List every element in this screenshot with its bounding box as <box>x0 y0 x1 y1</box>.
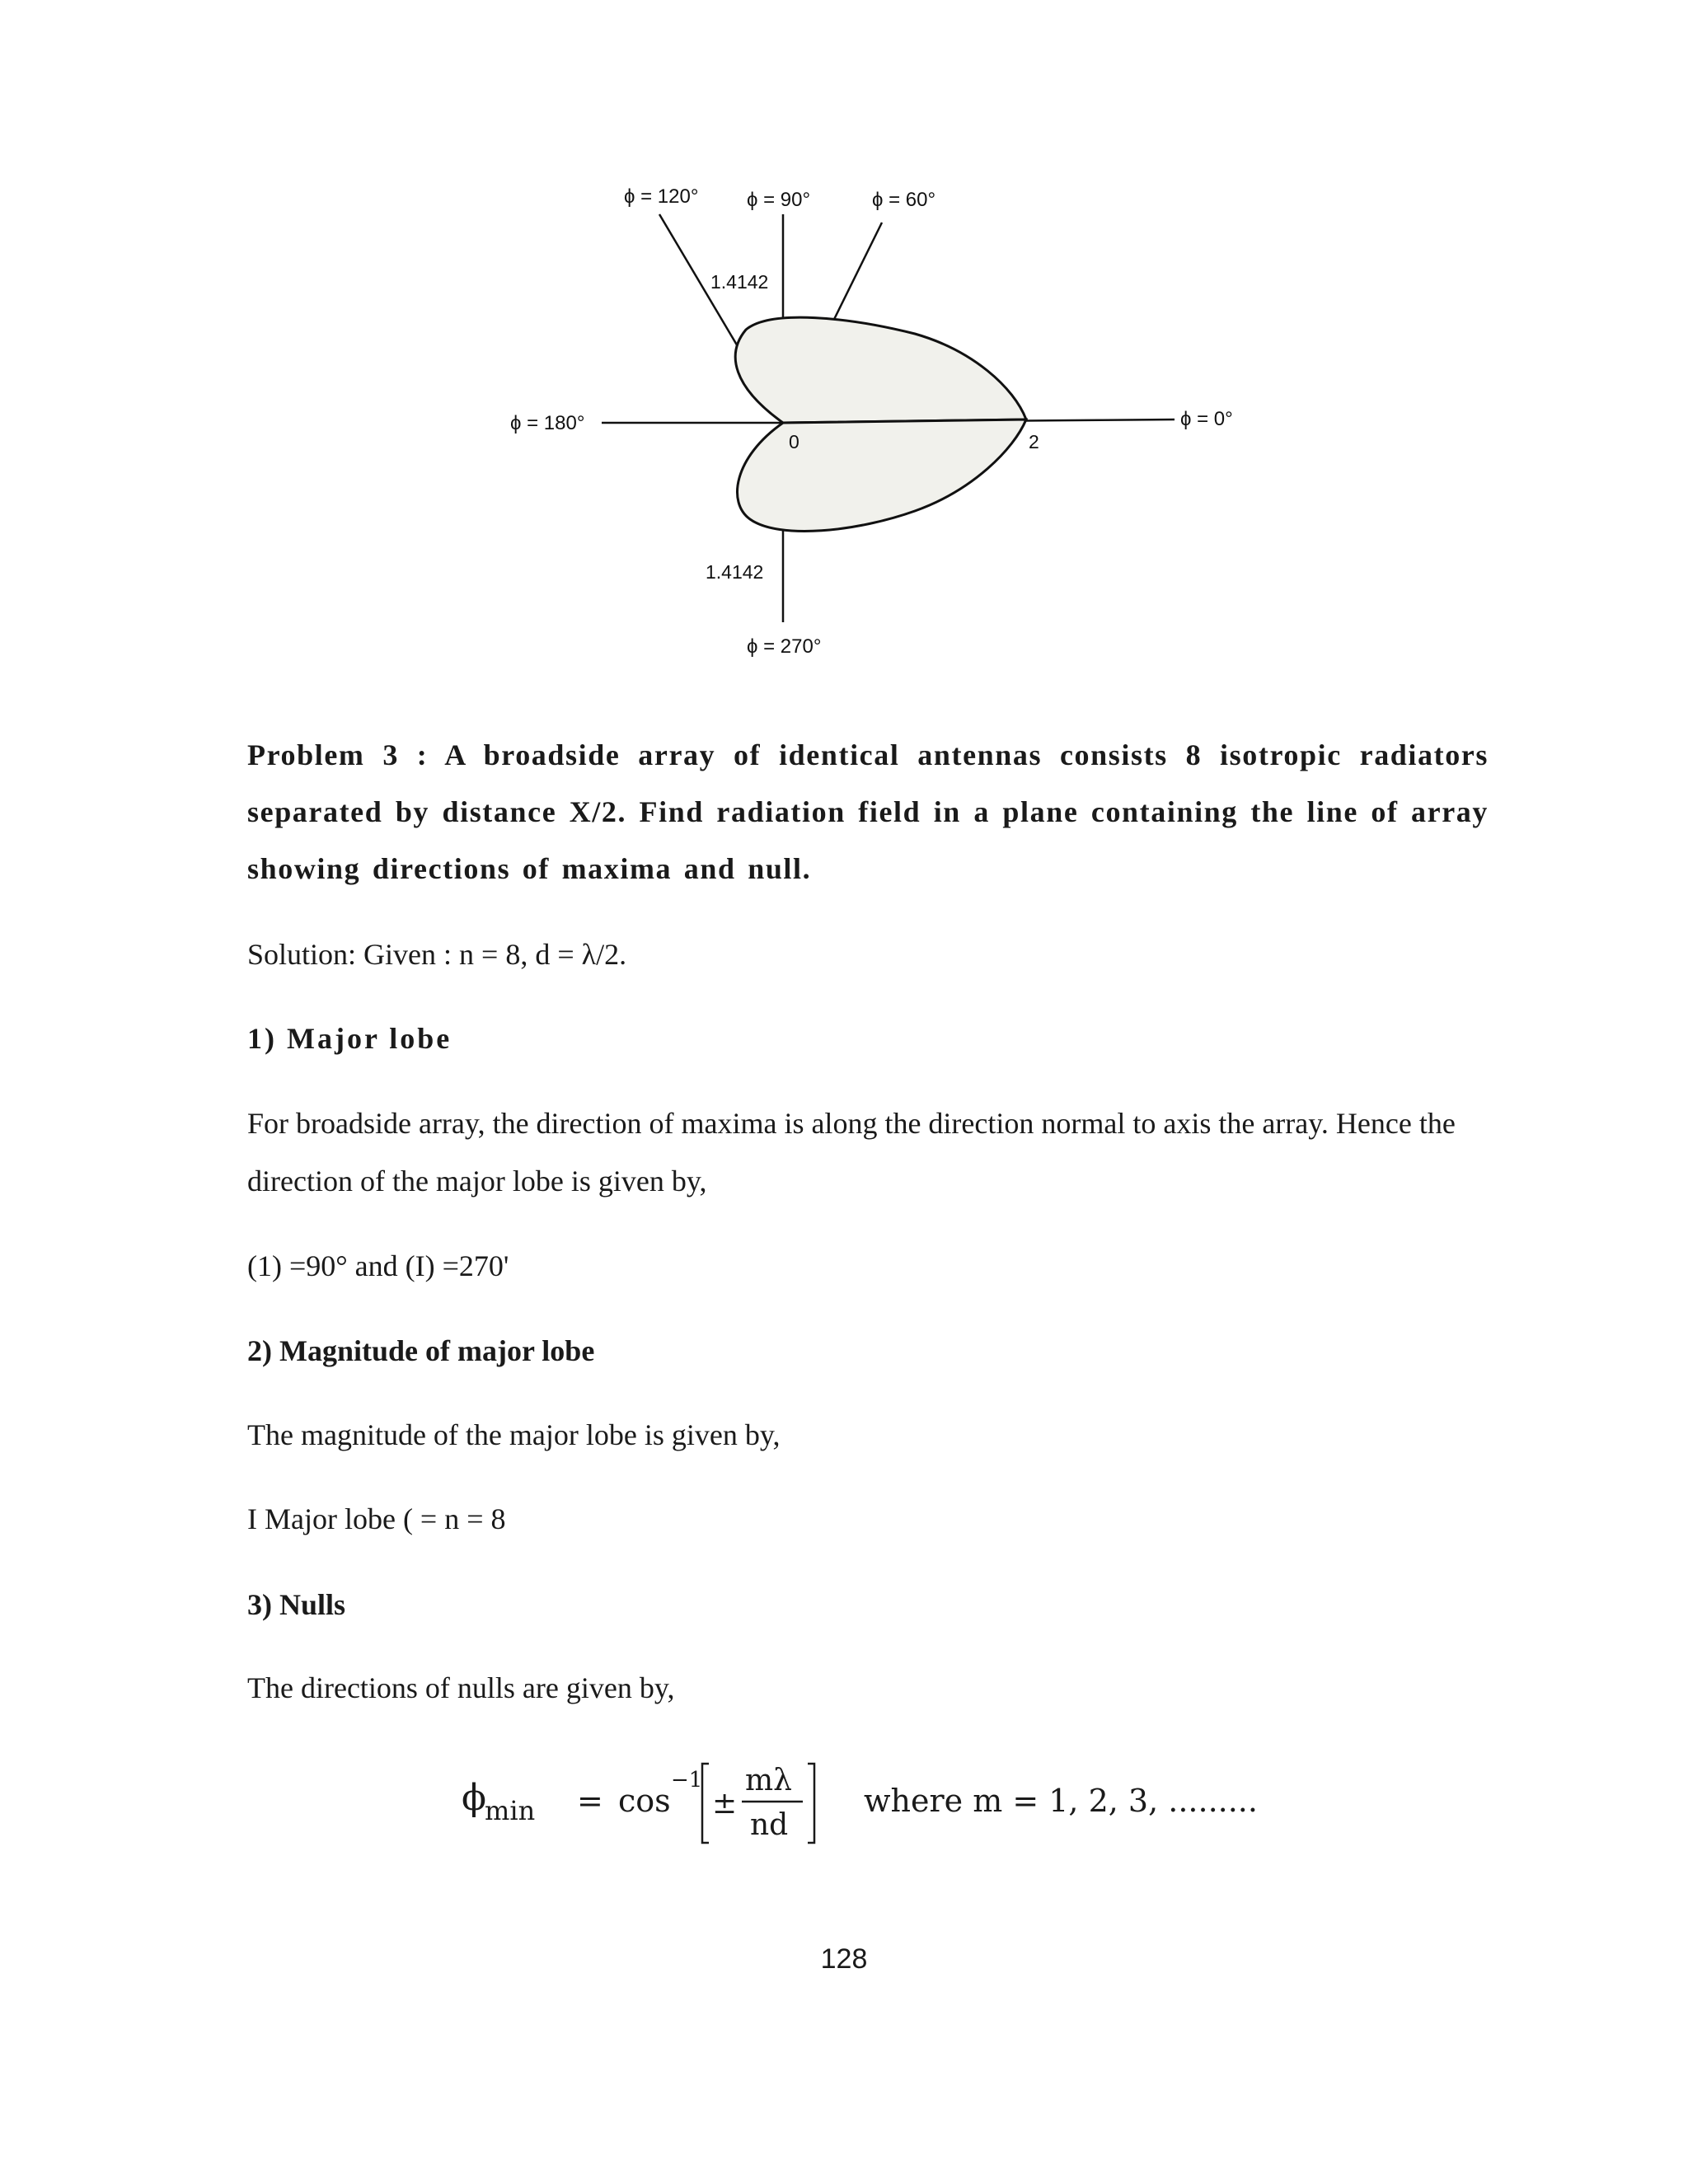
solution-given: Solution: Given : n = 8, d = λ/2. <box>247 938 627 971</box>
formula-lhs: ϕ <box>462 1777 486 1819</box>
page-number: 128 <box>820 1943 868 1975</box>
formula-denominator: nd <box>750 1808 789 1842</box>
value-right: 2 <box>1029 431 1039 452</box>
formula-exp: −1 <box>671 1768 703 1793</box>
label-phi-120: ϕ = 120° <box>624 185 699 208</box>
formula-numerator: mλ <box>745 1764 792 1797</box>
paragraph-nulls: The directions of nulls are given by, <box>247 1671 675 1704</box>
formula-pm: ± <box>712 1787 738 1821</box>
formula-func: cos <box>618 1783 671 1819</box>
pattern-lobe-upper <box>735 317 1026 423</box>
label-phi-180: ϕ = 180° <box>510 412 585 434</box>
formula-equals: = <box>577 1783 603 1819</box>
result-magnitude: I Major lobe ( = n = 8 <box>247 1502 506 1535</box>
null-direction-formula <box>462 1752 1327 1851</box>
formula-left-bracket <box>702 1764 709 1843</box>
formula-lhs-sub: min <box>485 1795 536 1826</box>
heading-magnitude: 2) Magnitude of major lobe <box>247 1334 595 1367</box>
formula-right-bracket <box>808 1764 814 1843</box>
value-origin: 0 <box>789 431 799 452</box>
paragraph-magnitude: The magnitude of the major lobe is given by, <box>247 1418 781 1451</box>
problem-statement: Problem 3 : A broadside array of identical antennas consists 8 isotropic radiators separated by distance X/2. Find radiation field in a plane containing the line of array showing directions of maxima and null. <box>247 738 1489 885</box>
label-phi-0: ϕ = 0° <box>1180 408 1233 430</box>
result-major-lobe: (1) =90° and (I) =270' <box>247 1249 509 1282</box>
label-phi-60: ϕ = 60° <box>872 189 936 211</box>
label-phi-270: ϕ = 270° <box>747 635 822 658</box>
heading-major-lobe: 1) Major lobe <box>247 1022 452 1055</box>
paragraph-major-lobe: For broadside array, the direction of maxima is along the direction normal to axis the array. Hence the direction of the major lobe is given by, <box>247 1107 1456 1197</box>
pattern-lobe-lower <box>738 419 1026 531</box>
formula-where: where m = 1, 2, 3, ......... <box>864 1783 1258 1819</box>
heading-nulls: 3) Nulls <box>247 1588 346 1621</box>
value-top: 1.4142 <box>710 271 769 293</box>
radiation-pattern-figure <box>0 0 1688 709</box>
label-phi-90: ϕ = 90° <box>747 189 811 211</box>
value-bottom: 1.4142 <box>706 561 764 583</box>
